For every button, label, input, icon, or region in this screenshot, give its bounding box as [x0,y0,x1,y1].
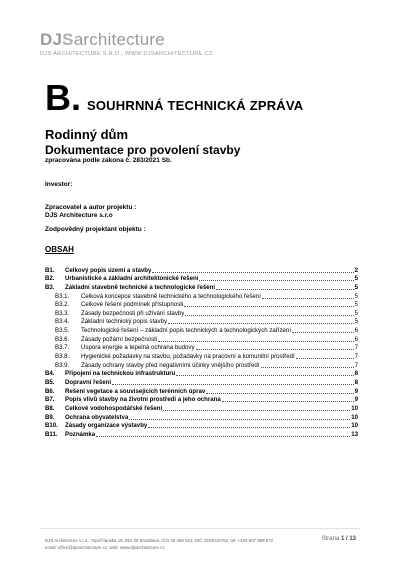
section-letter: B. [45,77,81,118]
toc-title: OBSAH [45,245,74,254]
toc-entry-title: Zásady ochrany stavby před negativními účinky vnějšího prostředí [81,361,260,369]
section-heading [45,77,304,118]
toc-entry-title: Popis vlivů stavby na životní prostředí a jeho ochrana [65,396,221,404]
page-number [322,536,356,542]
toc-number: B3. [45,283,55,291]
toc-page-number: 7 [354,344,358,352]
toc-row[interactable] [45,413,358,422]
toc-page-number: 5 [354,275,358,283]
investor-label: Investor: [45,181,73,188]
toc-number: B3.5. [55,327,70,335]
toc-leader-dots [163,410,350,411]
toc-leader-dots [96,436,350,437]
toc-leader-dots [216,289,354,290]
logo-dj: DJ [40,30,63,49]
toc-row[interactable] [45,318,358,327]
toc-leader-dots [206,393,353,394]
section-title: SOUHRNNÁ TECHNICKÁ ZPRÁVA [87,98,304,113]
toc-number: B6. [45,387,55,395]
toc-leader-dots [176,375,353,376]
toc-leader-dots [148,427,350,428]
toc-number: B3.1. [55,292,70,300]
toc-row[interactable] [45,430,358,439]
toc-number: B11. [45,430,58,438]
toc-number: B8. [45,404,55,412]
toc-row[interactable] [45,301,358,310]
toc-entry-title: Úspora energie a tepelná ochrana budovy [81,344,195,352]
toc-entry-title: Celková koncepce stavebně technického a technologického řešení [81,292,261,300]
toc-entry-title: Zásady požární bezpečnosti [81,335,158,343]
toc-entry-title: Poznámka [65,430,96,438]
toc-row[interactable] [45,404,358,413]
toc-number: B3.8. [55,353,70,361]
toc-number: B5. [45,378,55,386]
toc-page-number: 5 [354,318,358,326]
toc-leader-dots [185,315,353,316]
toc-row[interactable] [45,344,358,353]
toc-leader-dots [196,349,354,350]
toc-entry-title: Připojení na technickou infrastrukturu [65,370,176,378]
toc-leader-dots [261,367,354,368]
toc-entry-title: Celkový popis území a stavby [65,266,152,274]
author-value: DJS Architecture s.r.o [45,212,113,219]
toc-row[interactable] [45,326,358,335]
toc-page-number: 7 [354,353,358,361]
page-word: Strana [321,536,340,542]
toc-page-number: 5 [354,309,358,317]
toc-page-number: 9 [354,387,358,395]
toc-page-number: 2 [354,266,358,274]
footer-contact: email: office@djsarchitecture.cz, web: www.djsarchitecture.cz [45,545,165,550]
logo-s: S [62,30,74,49]
toc-number: B3.7. [55,344,70,352]
toc-page-number: 13 [351,430,358,438]
toc-row[interactable] [45,275,358,284]
project-law-note: zpracována podle zákona č. 283/2021 Sb. [45,157,172,164]
toc-entry-title: Zásady bezpečnosti při užívání stavby [81,309,185,317]
footer-divider [40,528,360,529]
toc-entry-title: Základní technický popis stavby [81,318,168,326]
toc-number: B2. [45,275,55,283]
toc-page-number: 5 [354,283,358,291]
toc-page-number: 5 [354,301,358,309]
company-logo [40,30,213,57]
toc-page-number: 10 [351,413,358,421]
page-count: 1 / 13 [340,536,356,542]
toc-row[interactable] [45,352,358,361]
toc-row[interactable] [45,361,358,370]
project-title: Rodinný dům [45,127,129,142]
toc-leader-dots [168,323,354,324]
toc-row[interactable] [45,378,358,387]
toc-page-number: 8 [354,378,358,386]
toc-row[interactable] [45,283,358,292]
toc-entry-title: Celkové řešení podmínek přístupnosti [81,301,184,309]
project-subtitle: Dokumentace pro povolení stavby [45,143,241,157]
toc-row[interactable] [45,387,358,396]
toc-entry-title: Řešení vegetace a souvisejících terénních úprav [65,387,206,395]
toc-entry-title: Ochrana obyvatelstva [65,413,129,421]
toc-row[interactable] [45,335,358,344]
responsible-designer-label: Zodpovědný projektant objektu : [45,226,146,233]
toc-row[interactable] [45,396,358,405]
toc-leader-dots [158,341,353,342]
toc-page-number: 7 [354,361,358,369]
toc-number: B3.3. [55,309,70,317]
author-label: Zpracovatel a autor projektu : [45,204,137,211]
logo-architecture: architecture [73,30,165,49]
toc-entry-title: Hygienické požadavky na stavbu, požadavky na pracovní a komunitní prostředí [81,353,295,361]
toc-page-number: 10 [351,422,358,430]
toc-leader-dots [129,419,350,420]
toc-page-number: 6 [354,335,358,343]
toc-leader-dots [199,280,353,281]
footer-address: DJS Architecture s.r.o., Topoľčianska 19, 851 05 Bratislava, IČO 45 485 623, DIČ 2023010752, tel: +420 607 899 972 [45,538,274,543]
toc-number: B7. [45,396,55,404]
toc-page-number: 10 [351,404,358,412]
toc-number: B3.4. [55,318,70,326]
toc-leader-dots [112,384,354,385]
toc-page-number: 5 [354,292,358,300]
toc-number: B3.2. [55,301,70,309]
toc-entry-title: Zásady organizace výstavby [65,422,148,430]
toc-page-number: 6 [354,327,358,335]
toc-row[interactable] [45,292,358,301]
toc-leader-dots [152,272,353,273]
toc-number: B3.9. [55,361,70,369]
logo-subtitle: DJS ARCHITECTURE S.R.O., WWW.DJSARCHITECTURE.CZ [40,51,213,57]
footer [45,537,273,551]
toc-leader-dots [296,358,354,359]
toc-number: B1. [45,266,55,274]
toc-row[interactable] [45,266,358,275]
toc-leader-dots [262,298,354,299]
toc-row[interactable] [45,422,358,431]
toc-row[interactable] [45,370,358,379]
toc-entry-title: Technologické řešení – základní popis technických a technologických zařízení [81,327,292,335]
toc-number: B3.6. [55,335,70,343]
toc-leader-dots [222,401,354,402]
toc-entry-title: Základní stavebně technické a technologické řešení [65,283,216,291]
toc-number: B4. [45,370,55,378]
toc-entry-title: Celkové vodohospodářské řešení [65,404,163,412]
toc-leader-dots [292,332,354,333]
toc-page-number: 8 [354,370,358,378]
toc-number: B10. [45,422,58,430]
toc-page-number: 9 [354,396,358,404]
logo-wordmark [40,30,213,50]
table-of-contents [45,266,358,439]
toc-number: B9. [45,413,55,421]
toc-row[interactable] [45,309,358,318]
toc-leader-dots [184,306,353,307]
toc-entry-title: Urbanistické a základní architektonické řešení [65,275,199,283]
toc-entry-title: Dopravní řešení [65,378,112,386]
